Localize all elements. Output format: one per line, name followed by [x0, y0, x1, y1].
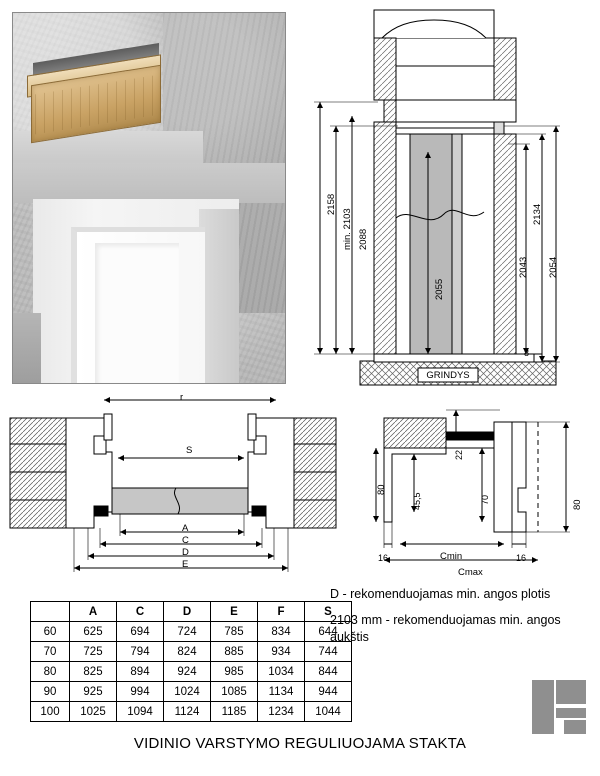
detail-dim-22: 22: [454, 449, 464, 460]
table-row: [31, 662, 352, 682]
table-cell: 644: [305, 622, 352, 642]
table-cell: 90: [31, 682, 70, 702]
table-cell: 885: [211, 642, 258, 662]
table-header-cell: F: [258, 602, 305, 622]
detail-dim-left-80: 80: [376, 484, 387, 495]
floor-label-text: GRINDYS: [426, 370, 470, 381]
table-cell: 1085: [211, 682, 258, 702]
table-cell: 100: [31, 702, 70, 722]
table-cell: 1234: [258, 702, 305, 722]
dim-d: D: [182, 547, 189, 558]
table-header-row: [31, 602, 352, 622]
table-cell: 1094: [117, 702, 164, 722]
dim-r: r: [180, 392, 184, 403]
table-cell: 834: [258, 622, 305, 642]
detail-dim-cmax: Cmax: [458, 567, 483, 578]
note-width: D - rekomenduojamas min. angos plotis: [330, 587, 551, 601]
manufacturer-logo-icon: [530, 678, 588, 736]
door-frame-photo: [12, 12, 286, 384]
dim-2043: 2043: [518, 256, 529, 278]
table-cell: 1124: [164, 702, 211, 722]
table-cell: 70: [31, 642, 70, 662]
table-header-cell: E: [211, 602, 258, 622]
dim-min-2103: min. 2103: [342, 208, 353, 250]
photo-jamb-shadow: [199, 209, 239, 383]
table-cell: 625: [70, 622, 117, 642]
dim-e: E: [182, 559, 189, 570]
detail-dim-45-5: 45,5: [412, 492, 422, 510]
dim-2054: 2054: [548, 256, 559, 278]
dim-c: C: [182, 535, 189, 546]
table-cell: 785: [211, 622, 258, 642]
table-cell: 1134: [258, 682, 305, 702]
table-cell: 1034: [258, 662, 305, 682]
dim-2055: 2055: [434, 278, 445, 300]
table-cell: 724: [164, 622, 211, 642]
photo-floor: [13, 313, 41, 383]
note-height: 2103 mm - rekomenduojamas min. angos aukštis: [330, 613, 561, 644]
dimension-table: [30, 601, 352, 722]
table-row: [31, 682, 352, 702]
detail-dim-left-16: 16: [378, 553, 389, 563]
dim-2088: 2088: [358, 228, 369, 250]
dim-a: A: [182, 523, 189, 534]
detail-dim-right-16: 16: [516, 553, 527, 563]
table-row: [31, 642, 352, 662]
table-cell: 925: [70, 682, 117, 702]
plan-section-drawing: [8, 392, 338, 582]
vertical-section-drawing: [298, 6, 598, 398]
table-row: [31, 702, 352, 722]
detail-dim-cmin: Cmin: [440, 551, 463, 562]
table-cell: 824: [164, 642, 211, 662]
table-cell: 844: [305, 662, 352, 682]
table-cell: 80: [31, 662, 70, 682]
sheet-caption: VIDINIO VARSTYMO REGULIUOJAMA STAKTA: [133, 735, 467, 752]
table-cell: 744: [305, 642, 352, 662]
table-header-cell: C: [117, 602, 164, 622]
table-cell: 794: [117, 642, 164, 662]
table-cell: 60: [31, 622, 70, 642]
table-cell: 985: [211, 662, 258, 682]
table-cell: 725: [70, 642, 117, 662]
table-cell: 825: [70, 662, 117, 682]
dim-2158: 2158: [326, 193, 337, 215]
dim-2134: 2134: [532, 203, 543, 225]
table-header-cell: D: [164, 602, 211, 622]
table-cell: 1044: [305, 702, 352, 722]
table-cell: 894: [117, 662, 164, 682]
detail-dim-70: 70: [480, 494, 490, 505]
table-cell: 944: [305, 682, 352, 702]
detail-section-drawing: [370, 392, 600, 582]
table-cell: 924: [164, 662, 211, 682]
table-row: [31, 622, 352, 642]
photo-door-opening-inner: [95, 243, 179, 383]
table-cell: 1024: [164, 682, 211, 702]
table-cell: 994: [117, 682, 164, 702]
table-header-cell: [31, 602, 70, 622]
table-header-cell: S: [305, 602, 352, 622]
dim-s: S: [186, 445, 193, 456]
table-cell: 1025: [70, 702, 117, 722]
detail-dim-right-80: 80: [572, 499, 583, 510]
table-cell: 1185: [211, 702, 258, 722]
dim-8: 8: [524, 348, 530, 358]
table-cell: 934: [258, 642, 305, 662]
table-cell: 694: [117, 622, 164, 642]
table-header-cell: A: [70, 602, 117, 622]
photo-soffit-band: [13, 163, 285, 203]
